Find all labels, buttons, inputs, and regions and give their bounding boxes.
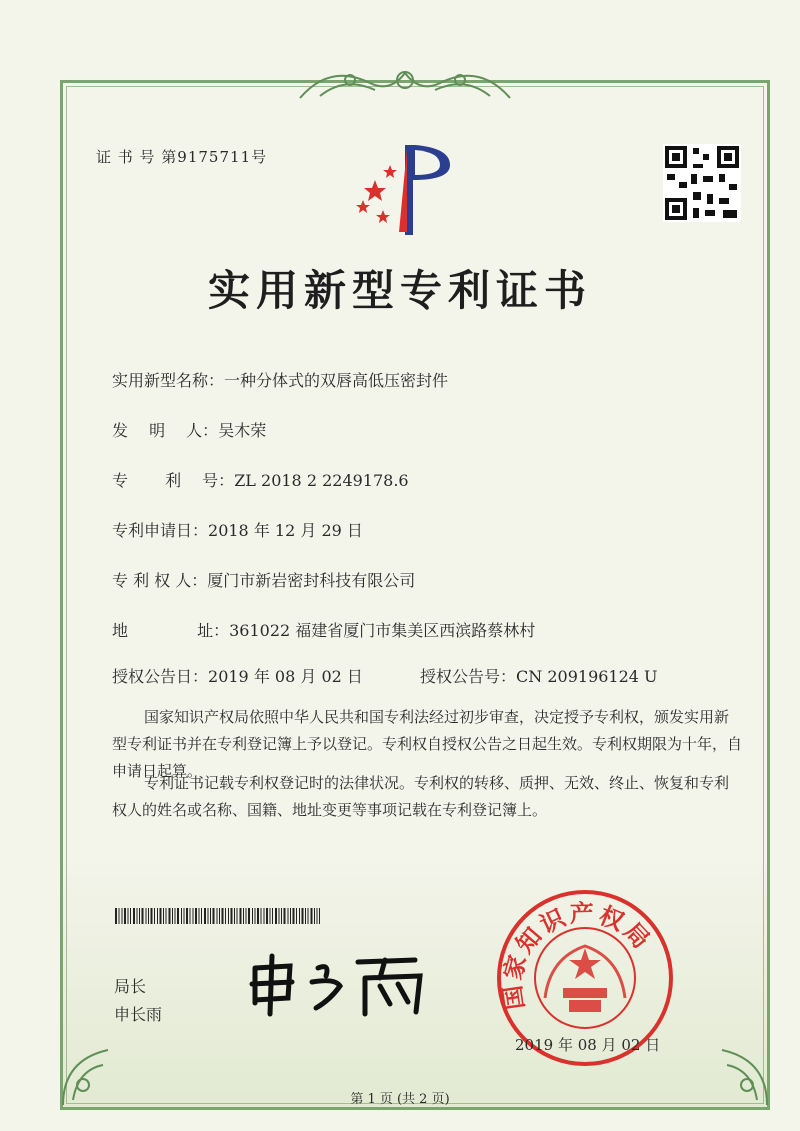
handwritten-signature <box>240 948 440 1018</box>
patentee-value: 厦门市新岩密封科技有限公司 <box>207 571 416 590</box>
inventor-row <box>112 418 266 441</box>
utility-model-name-label: 实用新型名称： <box>112 371 225 390</box>
grant-number-row <box>420 664 658 687</box>
address-row <box>112 618 535 641</box>
grant-date-row <box>112 664 363 687</box>
inventor-label: 发 明 人： <box>112 421 219 440</box>
cnipa-logo <box>355 140 475 240</box>
address-label: 地 址： <box>112 621 230 640</box>
patentee-row <box>112 568 415 591</box>
grant-number-value: CN 209196124 U <box>516 667 658 686</box>
legal-status-paragraph: 专利证书记载专利权登记时的法律状况。专利权的转移、质押、无效、终止、恢复和专利权人的姓名或名称、国籍、地址变更等事项记载在专利登记簿上。 <box>112 774 730 819</box>
filing-date-value: 2018 年 12 月 29 日 <box>208 521 363 540</box>
top-ornament <box>290 58 520 108</box>
patent-number-label: 专 利 号： <box>112 471 235 490</box>
page-number: 第 1 页 (共 2 页) <box>350 1092 450 1107</box>
filing-date-row <box>112 518 363 541</box>
grant-number-label: 授权公告号： <box>420 667 517 686</box>
filing-date-label: 专利申请日： <box>112 521 209 540</box>
barcode <box>115 908 320 924</box>
patentee-label: 专 利 权 人： <box>112 571 208 590</box>
grant-date-value: 2019 年 08 月 02 日 <box>208 667 363 686</box>
utility-model-name-value: 一种分体式的双唇高低压密封件 <box>224 371 449 390</box>
utility-model-name-row <box>112 368 448 391</box>
grant-date-label: 授权公告日： <box>112 667 209 686</box>
signatory-name: 申长雨 <box>114 1005 163 1024</box>
seal-date: 2019 年 08 月 02 日 <box>515 1036 661 1054</box>
patent-number-value: ZL 2018 2 2249178.6 <box>234 471 409 490</box>
inventor-value: 吴木荣 <box>218 421 267 440</box>
grant-statement-paragraph: 国家知识产权局依照中华人民共和国专利法经过初步审查，决定授予专利权，颁发实用新型专利证书并在专利登记簿上予以登记。专利权自授权公告之日起生效。专利权期限为十年，自申请日起算。 <box>112 708 743 780</box>
qr-code <box>663 144 741 222</box>
signatory-title: 局长 <box>114 977 147 996</box>
certificate-title: 实用新型专利证书 <box>207 266 592 315</box>
patent-number-row <box>112 468 409 491</box>
certificate-number: 证 书 号 第9175711号 <box>96 148 268 166</box>
address-value: 361022 福建省厦门市集美区西滨路蔡林村 <box>229 621 536 640</box>
svg-text:国家知识产权局: 国家知识产权局 <box>497 899 658 1012</box>
